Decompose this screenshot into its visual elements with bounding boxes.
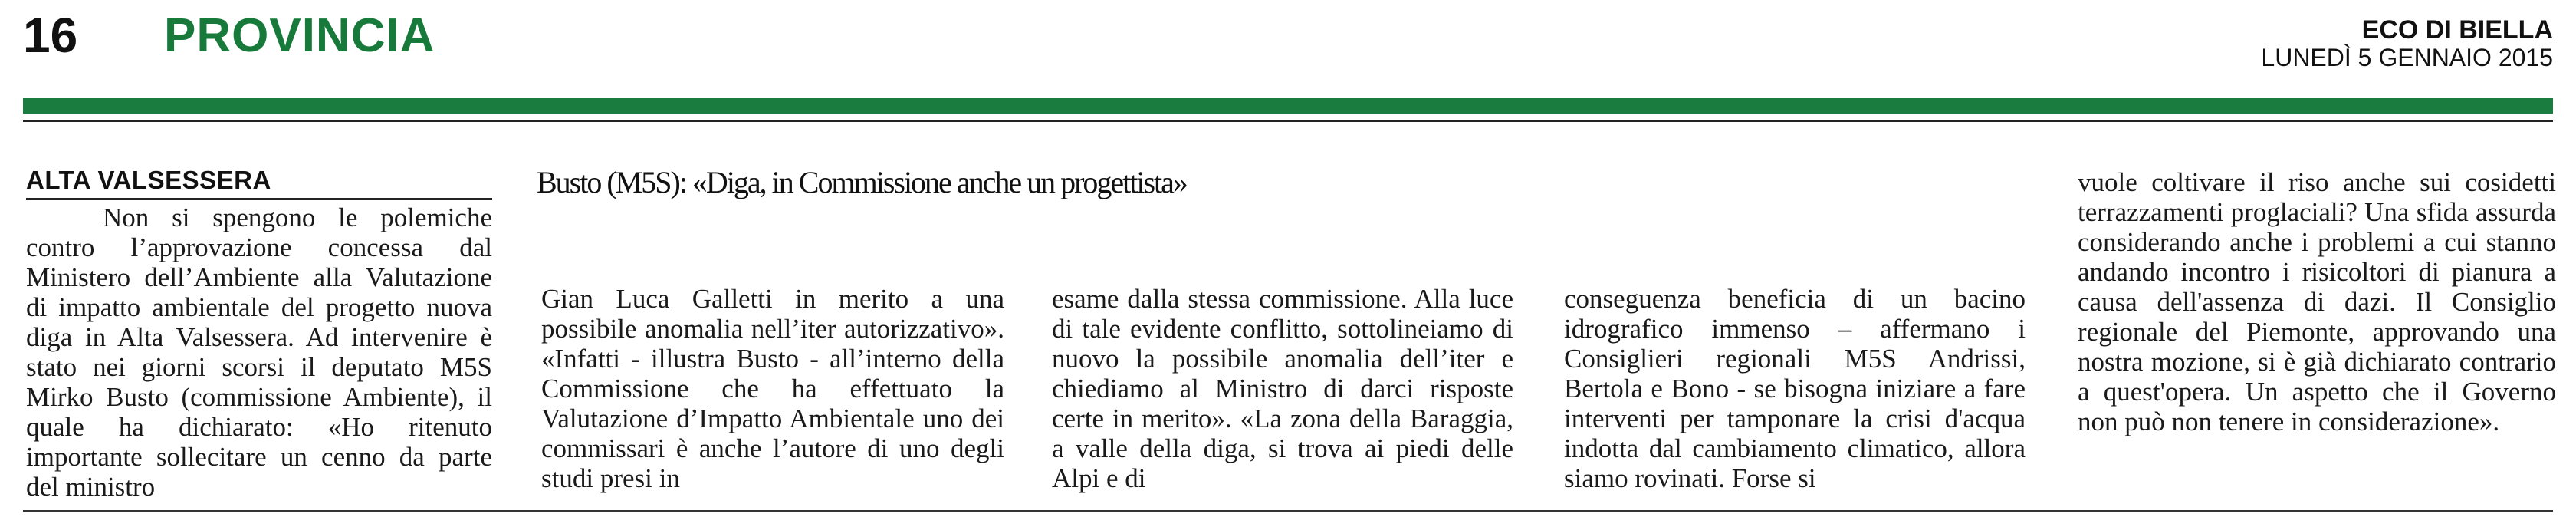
column-3-text: esame dalla stessa commissione. Alla luce di tale evidente conflitto, sottolineiamo di nuovo la possibile anomalia dell’iter e chiediamo al Ministro di darci risposte certe in merito». «La zona della Baraggia, a valle della diga, si trova ai piedi delle Alpi e di	[1052, 284, 1513, 493]
article-kicker: ALTA VALSESSERA	[26, 166, 271, 194]
publication-date: LUNEDÌ 5 GENNAIO 2015	[2261, 44, 2553, 72]
masthead	[2261, 15, 2553, 72]
section-title: PROVINCIA	[164, 9, 435, 62]
column-4-text: conseguenza beneficia di un bacino idrografico immenso – affermano i Consiglieri regionali M5S Andrissi, Bertola e Bono - se bisogna iniziare a fare interventi per tamponare la crisi d'acqua indotta dal cambiamento climatico, allora siamo rovinati. Forse si	[1564, 284, 2026, 493]
column-1-text: Non si spengono le polemiche contro l’approvazione concessa dal Ministero dell’Ambiente alla Valutazione di impatto ambientale del progetto nuova diga in Alta Valsessera. Ad intervenire è stato nei giorni scorsi il deputato M5S Mirko Busto (commissione Ambiente), il quale ha dichiarato: «Ho ritenuto importante sollecitare un cenno da parte del ministro	[26, 203, 492, 502]
header-rule-thin	[23, 120, 2553, 122]
article-column-2	[541, 284, 1004, 493]
article-column-5	[2078, 167, 2556, 436]
article-column-1	[26, 203, 492, 502]
article-column-4	[1564, 284, 2026, 493]
article-headline: Busto (M5S): «Diga, in Commissione anche un progettista»	[537, 165, 1187, 199]
article-column-3	[1052, 284, 1513, 493]
column-2-text: Gian Luca Galletti in merito a una possibile anomalia nell’iter autorizzativo». «Infatti - illustra Busto - all’interno della Commissione che ha effettuato la Valutazione d’Impatto Ambientale uno dei commissari è anche l’autore di uno degli studi presi in	[541, 284, 1004, 493]
page-number: 16	[23, 8, 78, 63]
footer-rule	[23, 510, 2553, 512]
column-5-text: vuole coltivare il riso anche sui cosidetti terrazzamenti proglaciali? Una sfida assurda considerando anche i problemi a cui stanno andando incontro i risicoltori di pianura a causa dell'assenza di dazi. Il Consiglio regionale del Piemonte, approvando una nostra mozione, si è già dichiarato contrario a quest'opera. Un aspetto che il Governo non può non tenere in considerazione».	[2078, 167, 2556, 436]
header-rule-green	[23, 98, 2553, 114]
kicker-underline	[26, 198, 492, 200]
publication-name: ECO DI BIELLA	[2361, 15, 2553, 44]
